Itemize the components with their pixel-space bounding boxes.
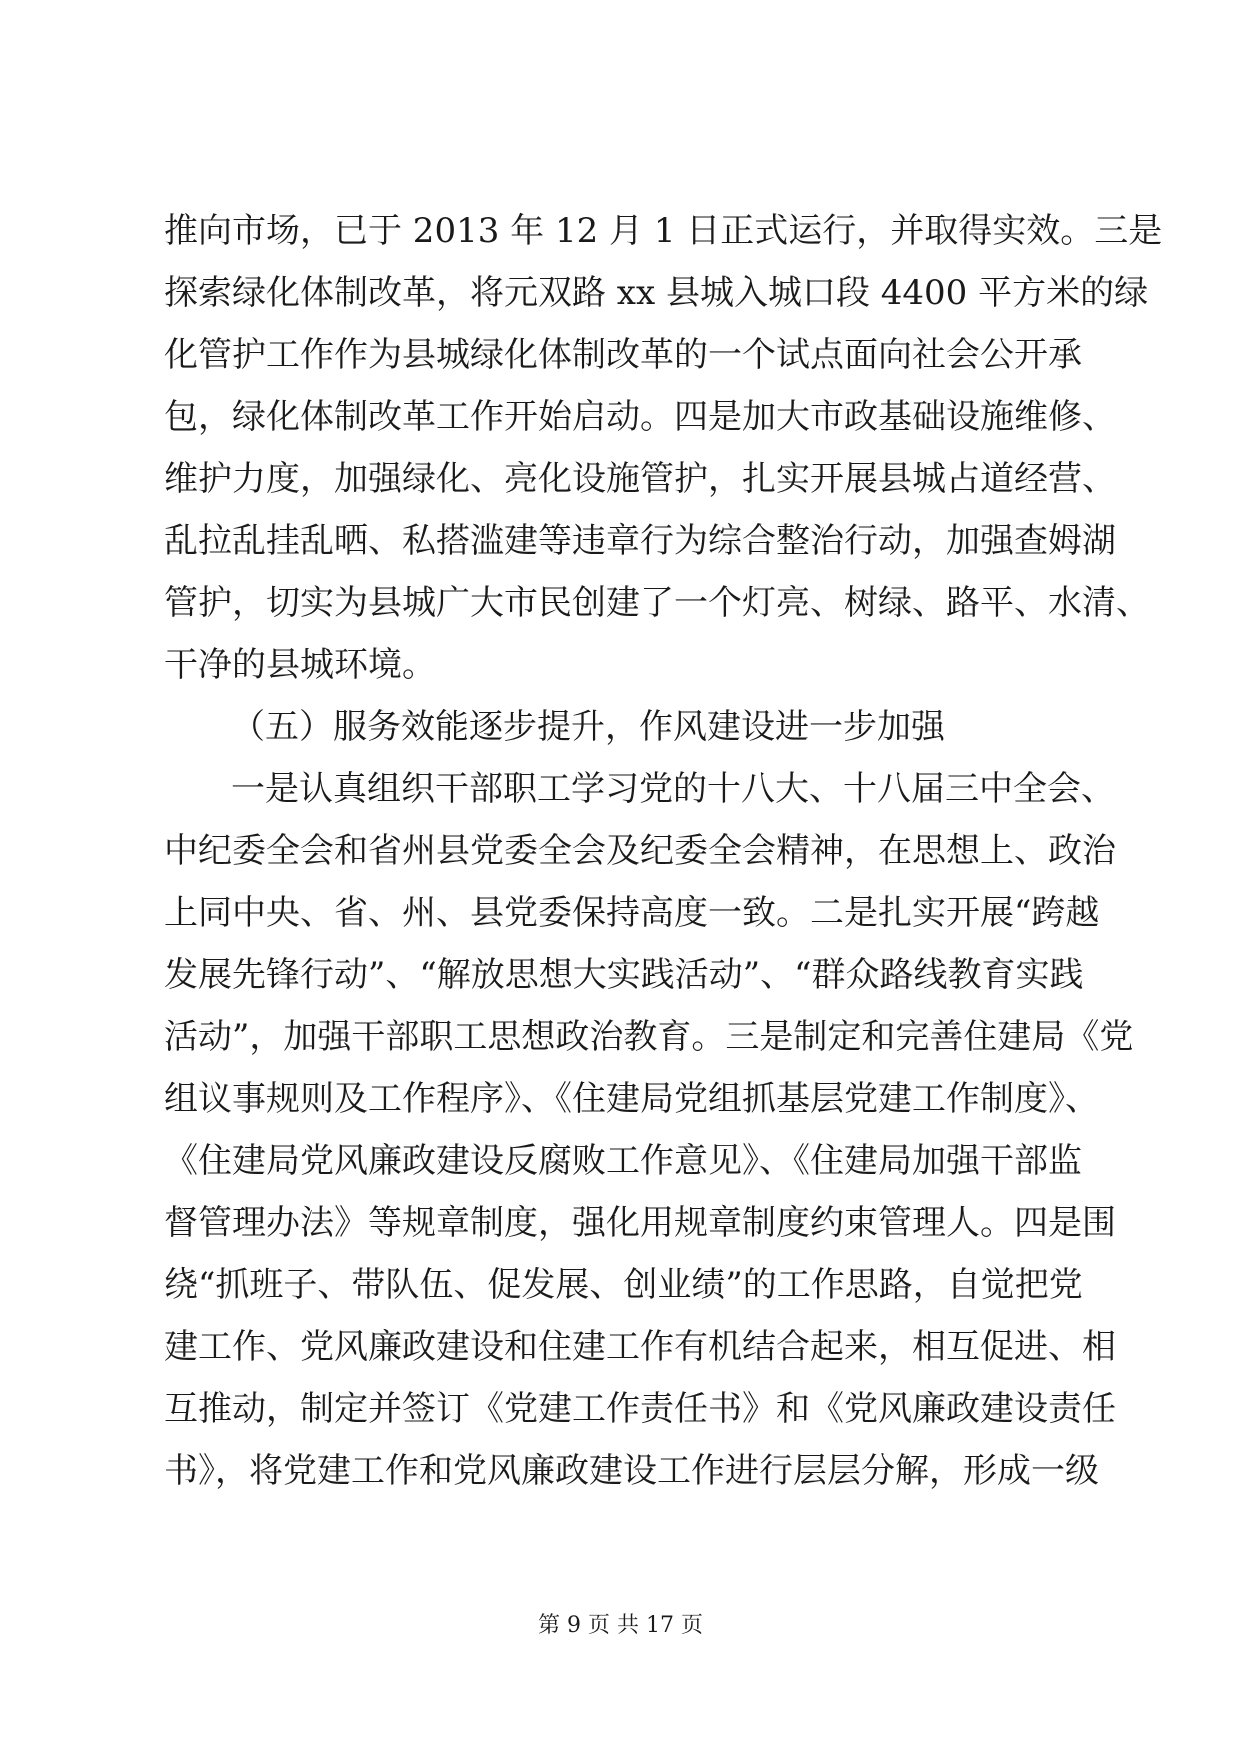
body-line: 书》，将党建工作和党风廉政建设工作进行层层分解，形成一级: [164, 1451, 1099, 1491]
body-line: 包，绿化体制改革工作开始启动。四是加大市政基础设施维修、: [164, 397, 1116, 437]
body-line: 干净的县城环境。: [164, 645, 436, 685]
body-line: 维护力度，加强绿化、亮化设施管护，扎实开展县城占道经营、: [164, 459, 1116, 499]
body-line: 绕“抓班子、带队伍、促发展、创业绩”的工作思路，自觉把党: [164, 1265, 1083, 1305]
body-line: 活动”，加强干部职工思想政治教育。三是制定和完善住建局《党: [164, 1017, 1134, 1057]
body-line: 管护，切实为县城广大市民创建了一个灯亮、树绿、路平、水清、: [164, 583, 1150, 623]
body-line: 互推动，制定并签订《党建工作责任书》和《党风廉政建设责任: [164, 1389, 1116, 1429]
body-line: 上同中央、省、州、县党委保持高度一致。二是扎实开展“跨越: [164, 893, 1100, 933]
body-line: 建工作、党风廉政建设和住建工作有机结合起来，相互促进、相: [164, 1327, 1116, 1367]
body-line: 一是认真组织干部职工学习党的十八大、十八届三中全会、: [231, 769, 1115, 809]
body-line: 探索绿化体制改革，将元双路 xx 县城入城口段 4400 平方米的绿: [164, 273, 1149, 313]
body-line: 发展先锋行动”、“解放思想大实践活动”、“群众路线教育实践: [164, 955, 1084, 995]
body-line: 推向市场，已于 2013 年 12 月 1 日正式运行，并取得实效。三是: [164, 211, 1163, 251]
page-number-footer: 第 9 页 共 17 页: [538, 1613, 703, 1638]
body-line: 督管理办法》等规章制度，强化用规章制度约束管理人。四是围: [164, 1203, 1116, 1243]
body-line: 中纪委全会和省州县党委全会及纪委全会精神，在思想上、政治: [164, 831, 1116, 871]
section-heading: （五）服务效能逐步提升，作风建设进一步加强: [231, 707, 945, 747]
body-line: 组议事规则及工作程序》、《住建局党组抓基层党建工作制度》、: [164, 1079, 1099, 1119]
body-line: 《住建局党风廉政建设反腐败工作意见》、《住建局加强干部监: [164, 1141, 1082, 1181]
body-line: 乱拉乱挂乱晒、私搭滥建等违章行为综合整治行动，加强查姆湖: [164, 521, 1116, 561]
body-line: 化管护工作作为县城绿化体制改革的一个试点面向社会公开承: [164, 335, 1082, 375]
